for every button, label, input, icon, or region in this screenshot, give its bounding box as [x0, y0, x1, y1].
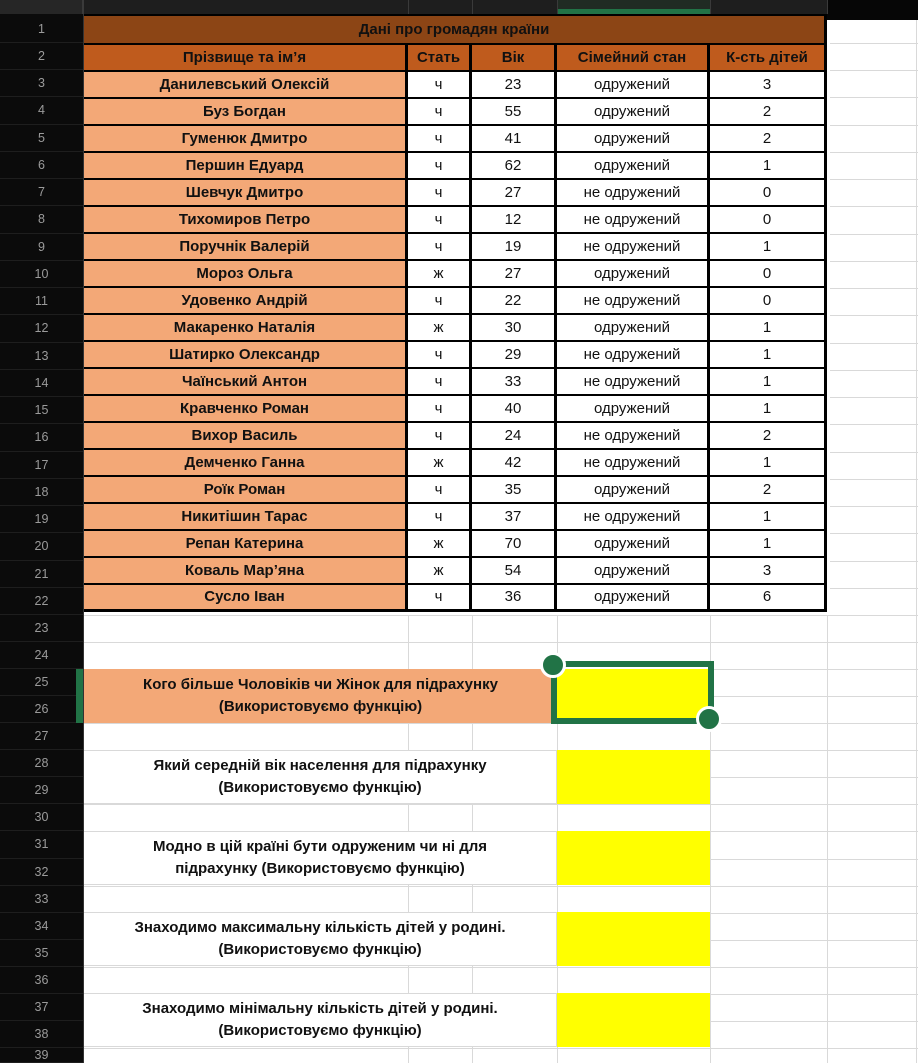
table-cell[interactable]: 1 — [709, 530, 826, 557]
answer-cell-2[interactable] — [557, 750, 710, 804]
row-header-6[interactable]: 6 — [0, 152, 83, 179]
table-cell[interactable]: не одружений — [556, 341, 709, 368]
table-cell[interactable]: Вихор Василь — [83, 422, 407, 449]
row-header-18[interactable]: 18 — [0, 479, 83, 506]
table-cell[interactable]: 1 — [709, 449, 826, 476]
row-header-31[interactable]: 31 — [0, 831, 83, 858]
row-header-29[interactable]: 29 — [0, 777, 83, 804]
table-cell[interactable]: 42 — [471, 449, 556, 476]
table-cell[interactable]: 22 — [471, 287, 556, 314]
question-1-line2: (Використовуємо функцію) — [218, 698, 423, 715]
table-cell[interactable]: 1 — [709, 503, 826, 530]
selection-handle-bottom-right[interactable] — [696, 706, 722, 732]
table-cell[interactable]: ч — [407, 341, 471, 368]
table-cell[interactable]: ж — [407, 260, 471, 287]
gridline — [830, 452, 918, 453]
table-cell[interactable]: не одружений — [556, 233, 709, 260]
table-cell[interactable]: 29 — [471, 341, 556, 368]
row-header-11[interactable]: 11 — [0, 288, 83, 315]
table-cell[interactable]: 1 — [709, 368, 826, 395]
gridline — [830, 288, 918, 289]
table-cell[interactable]: не одружений — [556, 422, 709, 449]
question-label-5[interactable] — [84, 993, 557, 1047]
table-cell[interactable]: 2 — [709, 476, 826, 503]
gridline — [830, 479, 918, 480]
table-cell[interactable]: 33 — [471, 368, 556, 395]
row-header-38[interactable]: 38 — [0, 1021, 83, 1048]
table-title-cell[interactable]: Дані про громадян країни — [83, 15, 826, 44]
table-cell[interactable]: Роїк Роман — [83, 476, 407, 503]
table-cell[interactable]: Кравченко Роман — [83, 395, 407, 422]
question-5-line2: (Використовуємо функцію) — [218, 1022, 422, 1039]
table-cell[interactable]: 40 — [471, 395, 556, 422]
row-header-8[interactable]: 8 — [0, 206, 83, 233]
table-cell[interactable]: ч — [407, 125, 471, 152]
gridline — [830, 97, 918, 98]
row-header-33[interactable]: 33 — [0, 886, 83, 913]
column-separator — [557, 0, 558, 14]
column-separator — [408, 0, 409, 14]
row-header-19[interactable]: 19 — [0, 506, 83, 533]
row-header-10[interactable]: 10 — [0, 261, 83, 288]
row-header-35[interactable]: 35 — [0, 940, 83, 967]
question-label-3[interactable] — [84, 831, 557, 885]
gridline — [830, 152, 918, 153]
table-cell[interactable]: 0 — [709, 287, 826, 314]
row-header-37[interactable]: 37 — [0, 994, 83, 1021]
table-cell[interactable]: 24 — [471, 422, 556, 449]
table-cell[interactable]: ж — [407, 557, 471, 584]
table-cell[interactable]: одружений — [556, 530, 709, 557]
column-separator — [472, 0, 473, 14]
table-cell[interactable]: ч — [407, 98, 471, 125]
gridline — [830, 370, 918, 371]
gridline — [830, 125, 918, 126]
gridline — [830, 179, 918, 180]
gridline — [830, 234, 918, 235]
table-cell[interactable]: 2 — [709, 125, 826, 152]
table-cell[interactable]: ж — [407, 314, 471, 341]
table-cell[interactable]: 27 — [471, 260, 556, 287]
table-cell[interactable]: Удовенко Андрій — [83, 287, 407, 314]
gridline — [830, 533, 918, 534]
table-cell[interactable]: 12 — [471, 206, 556, 233]
gridline — [830, 343, 918, 344]
table-cell[interactable]: 3 — [709, 71, 826, 98]
row-header-24[interactable]: 24 — [0, 642, 83, 669]
row-header-17[interactable]: 17 — [0, 452, 83, 479]
table-cell[interactable]: одружений — [556, 476, 709, 503]
table-cell[interactable]: 0 — [709, 260, 826, 287]
table-cell[interactable]: Чаїнський Антон — [83, 368, 407, 395]
question-label-1[interactable] — [84, 669, 557, 723]
gridline — [830, 588, 918, 589]
table-cell[interactable]: не одружений — [556, 449, 709, 476]
table-cell[interactable]: 0 — [709, 179, 826, 206]
table-cell[interactable]: Шевчук Дмитро — [83, 179, 407, 206]
row-header-15[interactable]: 15 — [0, 397, 83, 424]
row-header-14[interactable]: 14 — [0, 370, 83, 397]
table-cell[interactable]: Макаренко Наталія — [83, 314, 407, 341]
answer-cell-3[interactable] — [557, 831, 710, 885]
gridline — [83, 886, 918, 887]
row-header-28[interactable]: 28 — [0, 750, 83, 777]
row-header-22[interactable]: 22 — [0, 588, 83, 615]
table-cell[interactable]: 19 — [471, 233, 556, 260]
row-header-5[interactable]: 5 — [0, 125, 83, 152]
row-header-27[interactable]: 27 — [0, 723, 83, 750]
table-cell[interactable]: не одружений — [556, 368, 709, 395]
table-cell[interactable]: 1 — [709, 395, 826, 422]
table-cell[interactable]: ч — [407, 287, 471, 314]
table-cell[interactable]: не одружений — [556, 503, 709, 530]
table-cell[interactable]: Гуменюк Дмитро — [83, 125, 407, 152]
row-header-16[interactable]: 16 — [0, 424, 83, 451]
gridline — [83, 804, 918, 805]
gridline — [830, 397, 918, 398]
row-header-2[interactable]: 2 — [0, 43, 83, 70]
table-cell[interactable]: не одружений — [556, 287, 709, 314]
gridline — [830, 261, 918, 262]
question-3-line1: Модно в цій країні бути одруженим чи ні для — [152, 838, 488, 855]
gridline — [83, 1048, 918, 1049]
question-2-line1: Який середній вік населення для підрахунку — [153, 757, 487, 774]
gridline — [83, 723, 918, 724]
question-4-line1: Знаходимо максимальну кількість дітей у родині. — [134, 919, 506, 936]
gridline — [830, 561, 918, 562]
question-label-4[interactable] — [84, 912, 557, 966]
gridline — [830, 315, 918, 316]
table-cell[interactable]: Данилевський Олексій — [83, 71, 407, 98]
row-header-30[interactable]: 30 — [0, 804, 83, 831]
table-cell[interactable]: Тихомиров Петро — [83, 206, 407, 233]
table-header-cell[interactable]: Стать — [407, 44, 471, 71]
row-header-34[interactable]: 34 — [0, 913, 83, 940]
row-header-12[interactable]: 12 — [0, 315, 83, 342]
table-cell[interactable]: 70 — [471, 530, 556, 557]
table-header-cell[interactable]: К-сть дітей — [709, 44, 826, 71]
table-cell[interactable]: ч — [407, 152, 471, 179]
gridline — [916, 20, 917, 615]
table-cell[interactable]: 37 — [471, 503, 556, 530]
question-label-2[interactable] — [84, 750, 557, 804]
table-cell[interactable]: одружений — [556, 395, 709, 422]
table-header-cell[interactable]: Сімейний стан — [556, 44, 709, 71]
table-cell[interactable]: 54 — [471, 557, 556, 584]
row-header-3[interactable]: 3 — [0, 70, 83, 97]
table-cell[interactable]: ж — [407, 530, 471, 557]
gridline — [830, 424, 918, 425]
table-cell[interactable]: 36 — [471, 584, 556, 611]
gridline — [916, 615, 917, 1063]
table-cell[interactable]: Сусло Іван — [83, 584, 407, 611]
gridline — [830, 43, 918, 44]
gridline — [830, 206, 918, 207]
gridline — [827, 615, 828, 1063]
table-cell[interactable]: Поручнік Валерій — [83, 233, 407, 260]
row-header-25[interactable]: 25 — [0, 669, 83, 696]
gridline — [830, 70, 918, 71]
row-header-21[interactable]: 21 — [0, 561, 83, 588]
row-header-23[interactable]: 23 — [0, 615, 83, 642]
table-cell[interactable]: ч — [407, 71, 471, 98]
row-header-39[interactable]: 39 — [0, 1048, 83, 1063]
column-separator — [83, 0, 84, 14]
table-cell[interactable]: Першин Едуард — [83, 152, 407, 179]
answer-cell-4[interactable] — [557, 912, 710, 966]
table-cell[interactable]: 2 — [709, 98, 826, 125]
column-separator — [710, 0, 711, 14]
table-cell[interactable]: Буз Богдан — [83, 98, 407, 125]
table-cell[interactable]: Шатирко Олександр — [83, 341, 407, 368]
question-4-line2: (Використовуємо функцію) — [218, 941, 422, 958]
table-cell[interactable]: 1 — [709, 314, 826, 341]
table-cell[interactable]: ч — [407, 584, 471, 611]
table-cell[interactable]: Мороз Ольга — [83, 260, 407, 287]
row-header-edge — [83, 14, 84, 1063]
table-cell[interactable]: 1 — [709, 233, 826, 260]
selected-column-indicator — [557, 9, 710, 14]
table-cell[interactable]: 2 — [709, 422, 826, 449]
gridline — [830, 506, 918, 507]
table-cell[interactable]: 62 — [471, 152, 556, 179]
table-cell[interactable]: ч — [407, 395, 471, 422]
table-cell[interactable]: ж — [407, 449, 471, 476]
table-header-cell[interactable]: Прізвище та ім’я — [83, 44, 407, 71]
table-cell[interactable]: Коваль Мар’яна — [83, 557, 407, 584]
table-cell[interactable]: не одружений — [556, 179, 709, 206]
row-header-1[interactable]: 1 — [0, 16, 83, 43]
row-header-36[interactable]: 36 — [0, 967, 83, 994]
table-cell[interactable]: 30 — [471, 314, 556, 341]
question-3-line2: підрахунку (Використовуємо функцію) — [175, 860, 465, 877]
table-cell[interactable]: 27 — [471, 179, 556, 206]
row-header-9[interactable]: 9 — [0, 234, 83, 261]
gridline — [83, 642, 918, 643]
column-header-right-block — [827, 0, 918, 20]
table-cell[interactable]: одружений — [556, 557, 709, 584]
table-cell[interactable]: 35 — [471, 476, 556, 503]
selected-rows-indicator — [76, 669, 83, 723]
table-cell[interactable]: ч — [407, 179, 471, 206]
column-header-strip[interactable] — [0, 0, 918, 14]
table-cell[interactable]: 41 — [471, 125, 556, 152]
table-cell[interactable]: ч — [407, 503, 471, 530]
table-cell[interactable]: одружений — [556, 125, 709, 152]
table-cell[interactable]: Демченко Ганна — [83, 449, 407, 476]
table-cell[interactable]: ч — [407, 368, 471, 395]
table-cell[interactable]: ч — [407, 476, 471, 503]
table-cell[interactable]: 23 — [471, 71, 556, 98]
row-header-20[interactable]: 20 — [0, 533, 83, 560]
answer-cell-5[interactable] — [557, 993, 710, 1047]
table-cell[interactable]: 0 — [709, 206, 826, 233]
row-header-7[interactable]: 7 — [0, 179, 83, 206]
cell-selection-border — [551, 661, 714, 724]
table-cell[interactable]: ч — [407, 422, 471, 449]
row-header-26[interactable]: 26 — [0, 696, 83, 723]
gridline — [83, 967, 918, 968]
row-header-4[interactable]: 4 — [0, 97, 83, 124]
select-all-corner[interactable] — [0, 0, 83, 14]
table-cell[interactable]: одружений — [556, 152, 709, 179]
row-header-13[interactable]: 13 — [0, 343, 83, 370]
row-header-32[interactable]: 32 — [0, 859, 83, 886]
citizens-table — [81, 13, 827, 612]
table-cell[interactable]: одружений — [556, 584, 709, 611]
table-cell[interactable]: 6 — [709, 584, 826, 611]
table-cell[interactable]: одружений — [556, 314, 709, 341]
table-cell[interactable]: ч — [407, 206, 471, 233]
table-cell[interactable]: 55 — [471, 98, 556, 125]
table-cell[interactable]: ч — [407, 233, 471, 260]
table-cell[interactable]: Репан Катерина — [83, 530, 407, 557]
question-1-line1: Кого більше Чоловіків чи Жінок для підрахунку — [143, 676, 498, 693]
question-5-line1: Знаходимо мінімальну кількість дітей у родині. — [142, 1000, 498, 1017]
table-cell[interactable]: Никитішин Тарас — [83, 503, 407, 530]
column-separator — [827, 0, 828, 14]
table-cell[interactable]: одружений — [556, 98, 709, 125]
table-cell[interactable]: не одружений — [556, 206, 709, 233]
selection-handle-top-left[interactable] — [540, 652, 566, 678]
table-cell[interactable]: 1 — [709, 152, 826, 179]
gridline — [83, 615, 918, 616]
table-cell[interactable]: 1 — [709, 341, 826, 368]
table-cell[interactable]: одружений — [556, 260, 709, 287]
table-cell[interactable]: одружений — [556, 71, 709, 98]
table-header-cell[interactable]: Вік — [471, 44, 556, 71]
question-2-line2: (Використовуємо функцію) — [218, 779, 422, 796]
table-cell[interactable]: 3 — [709, 557, 826, 584]
